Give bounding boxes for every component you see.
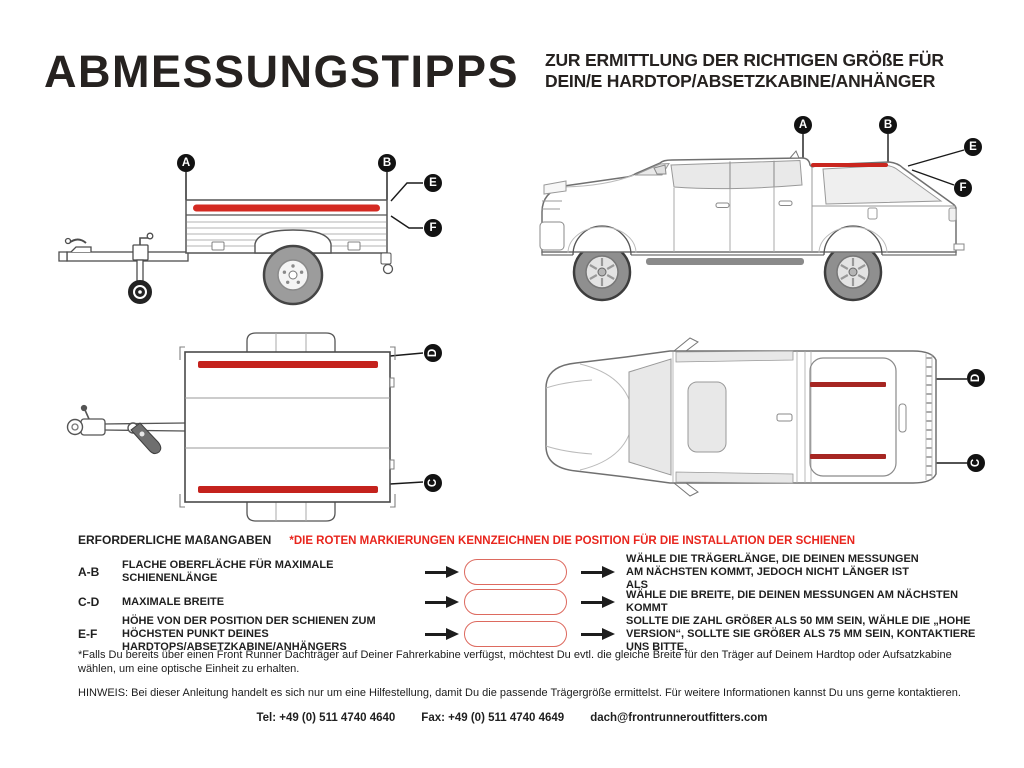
row-key: E-F xyxy=(78,627,98,641)
rail-position-stripe xyxy=(193,205,380,212)
tow-hitch xyxy=(954,244,964,250)
trailer-drawbar-top xyxy=(68,406,186,436)
page-title: ABMESSUNGSTIPPS xyxy=(44,46,520,97)
trailer-drawbar xyxy=(59,233,188,281)
sunroof xyxy=(688,382,726,452)
arrow-icon xyxy=(425,566,459,579)
rail-position-stripe xyxy=(198,361,378,368)
truck-body-top xyxy=(546,351,936,483)
arrow-icon xyxy=(425,628,459,641)
marker-c: C xyxy=(424,474,442,492)
fuel-door xyxy=(868,208,877,219)
row-description: HÖHE VON DER POSITION DER SCHIENEN ZUM HÖCHSTEN PUNKT DEINES HARDTOPS/ABSETZKABINE/ANHÄNGERS xyxy=(122,614,376,653)
trailer-box-top xyxy=(185,352,390,502)
subtitle-line-2: DEIN/E HARDTOP/ABSETZKABINE/ANHÄNGER xyxy=(545,71,936,91)
trailer-side-view-illustration xyxy=(45,128,475,320)
footnotes xyxy=(78,649,990,701)
measurement-input-ab[interactable] xyxy=(464,559,567,585)
measurement-row-cd xyxy=(78,588,998,616)
side-window-band xyxy=(676,351,793,362)
trailer-wheel xyxy=(264,246,322,304)
marker-b: B xyxy=(879,116,897,134)
row-result: WÄHLE DIE BREITE, DIE DEINEN MESSUNGEN AM NÄCHSTEN KOMMT xyxy=(626,589,959,614)
antenna-fin xyxy=(790,151,799,158)
row-key: C-D xyxy=(78,595,100,609)
measurement-input-ef[interactable] xyxy=(464,621,567,647)
fender-bottom xyxy=(247,502,335,521)
row-key: A-B xyxy=(78,565,100,579)
marker-e: E xyxy=(964,138,982,156)
rail-position-stripe xyxy=(811,163,888,167)
red-markings-note: *DIE ROTEN MARKIERUNGEN KENNZEICHNEN DIE POSITION FÜR DIE INSTALLATION DER SCHIENEN xyxy=(289,535,855,547)
measurements-heading: ERFORDERLICHE MAßANGABEN xyxy=(78,533,272,547)
arrow-icon xyxy=(581,596,615,609)
handbrake-lever xyxy=(128,423,161,454)
side-window-band xyxy=(676,472,793,483)
contact-bar xyxy=(0,712,1024,724)
rail-position-stripe xyxy=(810,382,886,387)
door-handle xyxy=(779,201,792,206)
fax-number: Fax: +49 (0) 511 4740 4649 xyxy=(421,712,565,724)
truck-top-view-drawing xyxy=(530,330,1005,530)
row-description: MAXIMALE BREITE xyxy=(122,595,225,608)
truck-top-view-illustration xyxy=(530,330,1005,530)
taillight xyxy=(949,208,956,221)
rail-position-stripe xyxy=(198,486,378,493)
rocker-panel xyxy=(646,258,804,265)
marker-f: F xyxy=(954,179,972,197)
row-result: WÄHLE DIE TRÄGERLÄNGE, DIE DEINEN MESSUNGEN AM NÄCHSTEN KOMMT, JEDOCH NICHT LÄNGER IST ALS xyxy=(626,552,919,591)
side-windows xyxy=(671,161,802,189)
email-address[interactable]: dach@frontrunneroutfitters.com xyxy=(590,712,768,724)
hint-footnote: HINWEIS: Bei dieser Anleitung handelt es sich nur um eine Hilfestellung, damit Du die passende Trägergröße ermittelst. Für weitere Informationen kannst Du uns gerne kontaktieren. xyxy=(78,687,961,699)
front-bumper xyxy=(540,222,564,250)
marker-a: A xyxy=(794,116,812,134)
truck-side-view-drawing xyxy=(530,108,1000,308)
rail-position-stripe xyxy=(810,454,886,459)
tail-bracket xyxy=(381,253,391,264)
windshield-top xyxy=(629,359,671,475)
row-result: SOLLTE DIE ZAHL GRÖßER ALS 50 MM SEIN, WÄHLE DIE „HOHE VERSION“, SOLLTE SIE GRÖßER ALS 75 MM SEIN, KONTAKTIERE UNS BITTE. xyxy=(626,614,976,653)
measurements-header xyxy=(78,533,855,547)
arrow-icon xyxy=(581,628,615,641)
measurement-rows xyxy=(78,552,998,653)
marker-b: B xyxy=(378,154,396,172)
trailer-top-view-drawing xyxy=(45,330,475,525)
asterisk-footnote: *Falls Du bereits über einen Front Runner Dachträger auf Deiner Fahrerkabine verfügst, möchtest Du evtl. die gleiche Breite für den Träger auf Deinem Hardtop oder Aufsatzkabine wählen, um eine optische Einheit zu erhalten. xyxy=(78,649,952,675)
marker-d: D xyxy=(967,369,985,387)
fender-top xyxy=(247,333,335,352)
marker-f: F xyxy=(424,219,442,237)
marker-e: E xyxy=(424,174,442,192)
subtitle-line-1: ZUR ERMITTLUNG DER RICHTIGEN GRÖßE FÜR xyxy=(545,50,944,70)
jockey-wheel xyxy=(129,281,152,304)
cab-handle xyxy=(777,414,792,421)
leader-lines xyxy=(390,353,423,484)
trailer-top-view-illustration xyxy=(45,330,475,525)
phone-number: Tel: +49 (0) 511 4740 4640 xyxy=(256,712,396,724)
trailer-side-view-drawing xyxy=(45,128,475,320)
marker-a: A xyxy=(177,154,195,172)
measurement-row-ef xyxy=(78,614,998,653)
row-description: FLACHE OBERFLÄCHE FÜR MAXIMALE SCHIENENLÄNGE xyxy=(122,559,334,584)
measurement-input-cd[interactable] xyxy=(464,589,567,615)
door-handle xyxy=(716,203,729,208)
measurement-row-ab xyxy=(78,552,998,591)
arrow-icon xyxy=(425,596,459,609)
arrow-icon xyxy=(581,566,615,579)
marker-d: D xyxy=(424,344,442,362)
marker-c: C xyxy=(967,454,985,472)
page-subtitle xyxy=(545,50,944,92)
tail-roller xyxy=(384,265,393,274)
truck-side-view-illustration xyxy=(530,108,1000,308)
